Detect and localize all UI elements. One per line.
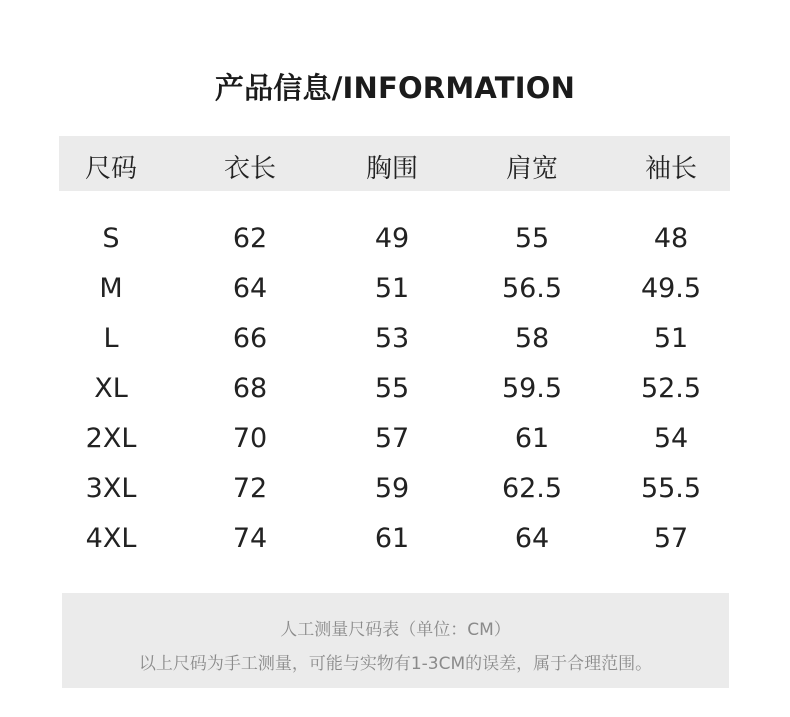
size-cell: 3XL: [85, 473, 137, 504]
size-cell: 2XL: [85, 423, 137, 454]
chest-cell: 55: [374, 373, 410, 404]
table-row: [59, 221, 730, 271]
table-header-row: [59, 136, 730, 191]
chest-cell: 57: [374, 423, 410, 454]
shoulder-cell: 62.5: [501, 473, 563, 504]
sleeve-cell: 52.5: [640, 373, 702, 404]
chest-cell: 53: [374, 323, 410, 354]
chest-cell: 51: [374, 273, 410, 304]
table-row: [59, 521, 730, 571]
column-header-shoulder: 肩宽: [505, 154, 559, 184]
chest-cell: 49: [374, 223, 410, 254]
chest-cell: 59: [374, 473, 410, 504]
table-row: [59, 421, 730, 471]
column-header-length: 衣长: [223, 154, 277, 184]
table-body: [59, 221, 730, 571]
sleeve-cell: 55.5: [640, 473, 702, 504]
shoulder-cell: 58: [514, 323, 550, 354]
shoulder-cell: 59.5: [501, 373, 563, 404]
table-row: [59, 371, 730, 421]
length-cell: 74: [232, 523, 268, 554]
length-cell: 64: [232, 273, 268, 304]
shoulder-cell: 64: [514, 523, 550, 554]
size-table: [59, 136, 730, 571]
measurement-unit-note: 人工测量尺码表（单位：CM）: [280, 620, 511, 640]
sleeve-cell: 54: [653, 423, 689, 454]
length-cell: 68: [232, 373, 268, 404]
column-header-sleeve: 袖长: [644, 154, 698, 184]
size-cell: XL: [94, 373, 128, 404]
measurement-error-note: 以上尺码为手工测量，可能与实物有1-3CM的误差，属于合理范围。: [138, 654, 653, 674]
shoulder-cell: 56.5: [501, 273, 563, 304]
size-cell: L: [103, 323, 119, 354]
sleeve-cell: 51: [653, 323, 689, 354]
sleeve-cell: 49.5: [640, 273, 702, 304]
measurement-note-box: [62, 593, 729, 688]
table-row: [59, 471, 730, 521]
shoulder-cell: 55: [514, 223, 550, 254]
table-row: [59, 321, 730, 371]
shoulder-cell: 61: [514, 423, 550, 454]
column-header-size: 尺码: [84, 154, 138, 184]
sleeve-cell: 48: [653, 223, 689, 254]
length-cell: 70: [232, 423, 268, 454]
size-cell: 4XL: [85, 523, 137, 554]
sleeve-cell: 57: [653, 523, 689, 554]
chest-cell: 61: [374, 523, 410, 554]
length-cell: 66: [232, 323, 268, 354]
size-cell: S: [102, 223, 120, 254]
length-cell: 72: [232, 473, 268, 504]
column-header-chest: 胸围: [365, 154, 419, 184]
length-cell: 62: [232, 223, 268, 254]
table-row: [59, 271, 730, 321]
size-cell: M: [99, 273, 123, 304]
page-title: 产品信息/INFORMATION: [214, 71, 576, 105]
